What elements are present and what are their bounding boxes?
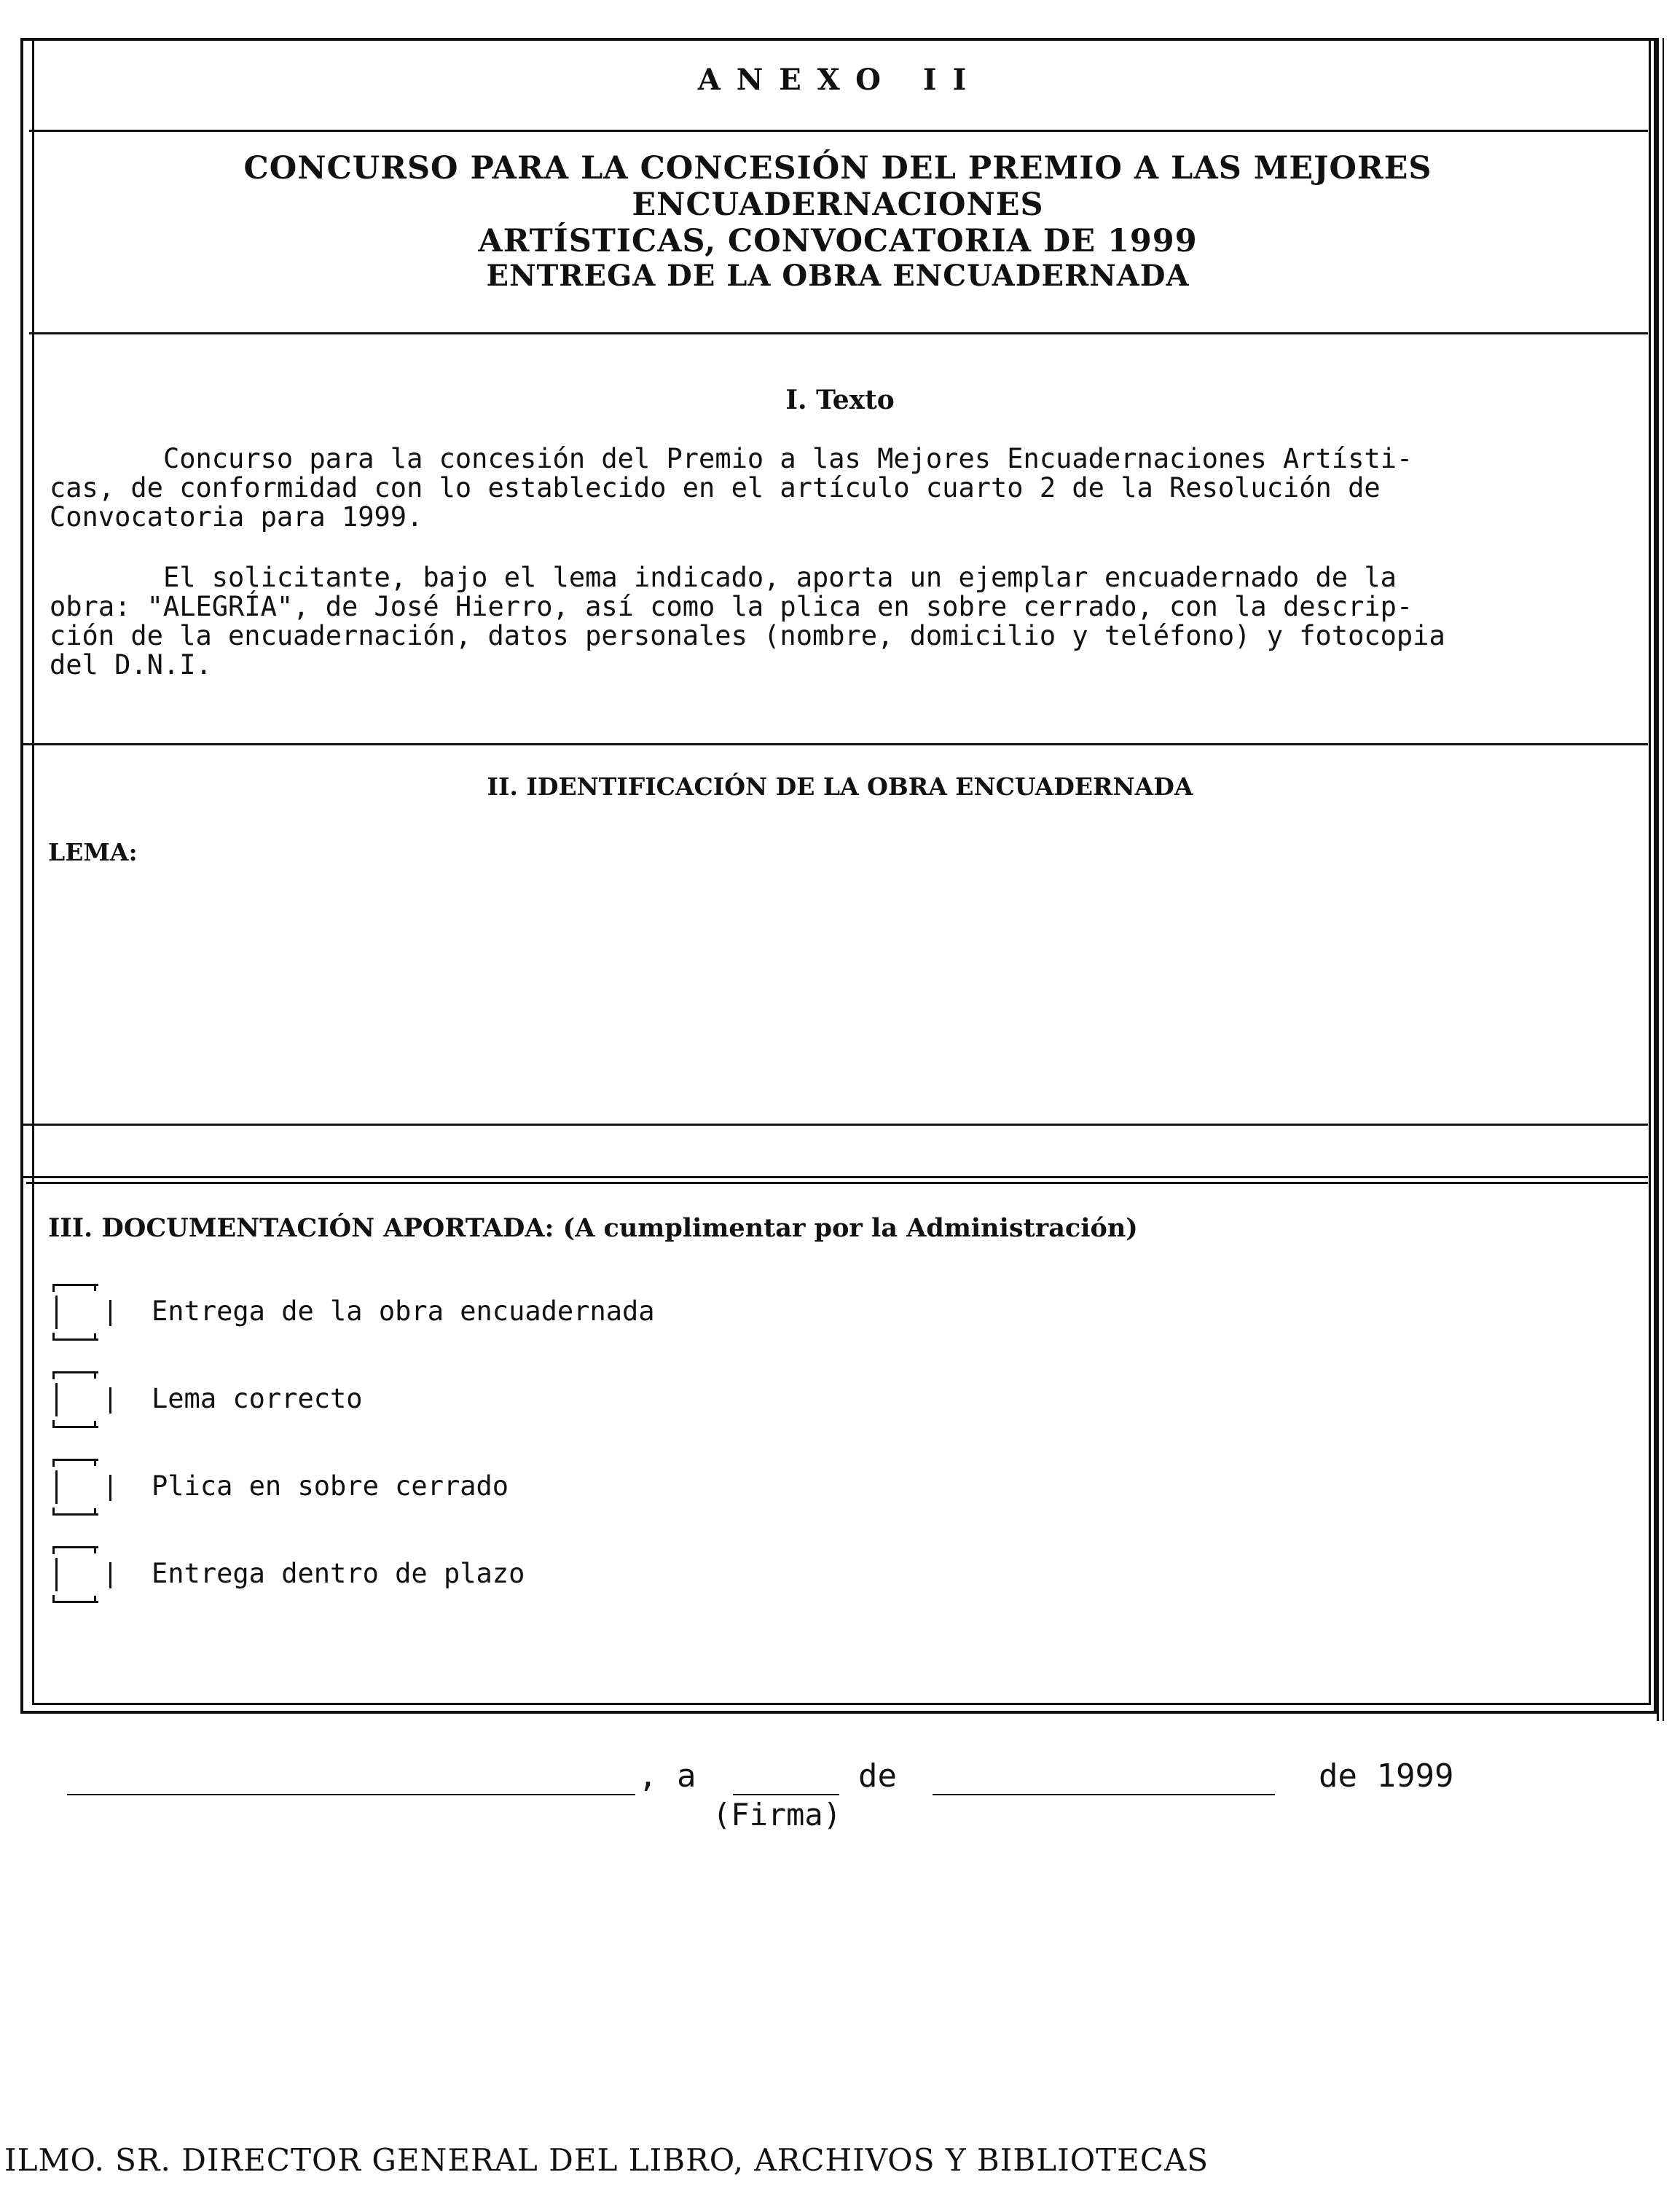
signature-label: (Firma) xyxy=(713,1797,842,1832)
place-blank[interactable] xyxy=(67,1794,635,1795)
divider-spacer xyxy=(23,1176,1648,1178)
contest-title-line-1: CONCURSO PARA LA CONCESIÓN DEL PREMIO A LAS MEJORES ENCUADERNACIONES xyxy=(243,150,1432,223)
month-blank[interactable] xyxy=(933,1794,1275,1795)
section-1-heading: I. Texto xyxy=(785,385,895,415)
lema-label: LEMA: xyxy=(48,838,138,866)
signature-comma-a: , a xyxy=(638,1757,696,1795)
section-1-paragraph-1: Concurso para la concesión del Premio a las Mejores Encuadernaciones Artísti- cas, de conformidad con lo establecido en el artículo cuarto 2 de la Resolución de Convocatoria para 1999. xyxy=(50,443,1413,533)
contest-title xyxy=(44,150,1632,259)
checkbox[interactable] xyxy=(52,1546,101,1603)
signature-de: de xyxy=(858,1757,897,1795)
checklist-item-label: Lema correcto xyxy=(152,1383,363,1414)
section-1-paragraph-2: El solicitante, bajo el lema indicado, aporta un ejemplar encuadernado de la obra: "ALEGRÍA", de José Hierro, así como la plica en sobre cerrado, con la descrip- ción de la encuadernación, datos personales (nombre, domicilio y teléfono) y fotocopia del D.N.I. xyxy=(50,562,1445,681)
checklist-item xyxy=(48,1546,1068,1612)
checklist-item-label: Entrega dentro de plazo xyxy=(152,1558,525,1589)
contest-title-line-2: ARTÍSTICAS, CONVOCATORIA DE 1999 xyxy=(478,223,1198,259)
divider-titles xyxy=(29,332,1648,334)
checkbox[interactable] xyxy=(52,1284,101,1341)
divider-section-3-top xyxy=(26,1182,1648,1184)
checklist-item xyxy=(48,1459,1068,1524)
divider-header xyxy=(29,130,1648,132)
checklist-item-label: Plica en sobre cerrado xyxy=(152,1470,509,1502)
addressee: ILMO. SR. DIRECTOR GENERAL DEL LIBRO, ARCHIVOS Y BIBLIOTECAS xyxy=(4,2142,1209,2178)
checklist-item xyxy=(48,1284,1068,1349)
checkbox[interactable] xyxy=(52,1459,101,1516)
checklist-item xyxy=(48,1371,1068,1437)
divider-section-1 xyxy=(23,743,1648,745)
delivery-title: ENTREGA DE LA OBRA ENCUADERNADA xyxy=(486,259,1190,293)
section-3-heading: III. DOCUMENTACIÓN APORTADA: (A cumplimentar por la Administración) xyxy=(48,1213,1138,1243)
checkbox[interactable] xyxy=(52,1371,101,1428)
divider-section-2 xyxy=(23,1124,1648,1126)
annex-heading: ANEXO II xyxy=(697,63,983,97)
form-frame-right-double-rule xyxy=(1657,38,1664,1721)
section-2-heading: II. IDENTIFICACIÓN DE LA OBRA ENCUADERNADA xyxy=(487,772,1193,801)
day-blank[interactable] xyxy=(733,1794,839,1795)
signature-year: de 1999 xyxy=(1319,1757,1454,1795)
checklist-item-label: Entrega de la obra encuadernada xyxy=(152,1296,655,1327)
